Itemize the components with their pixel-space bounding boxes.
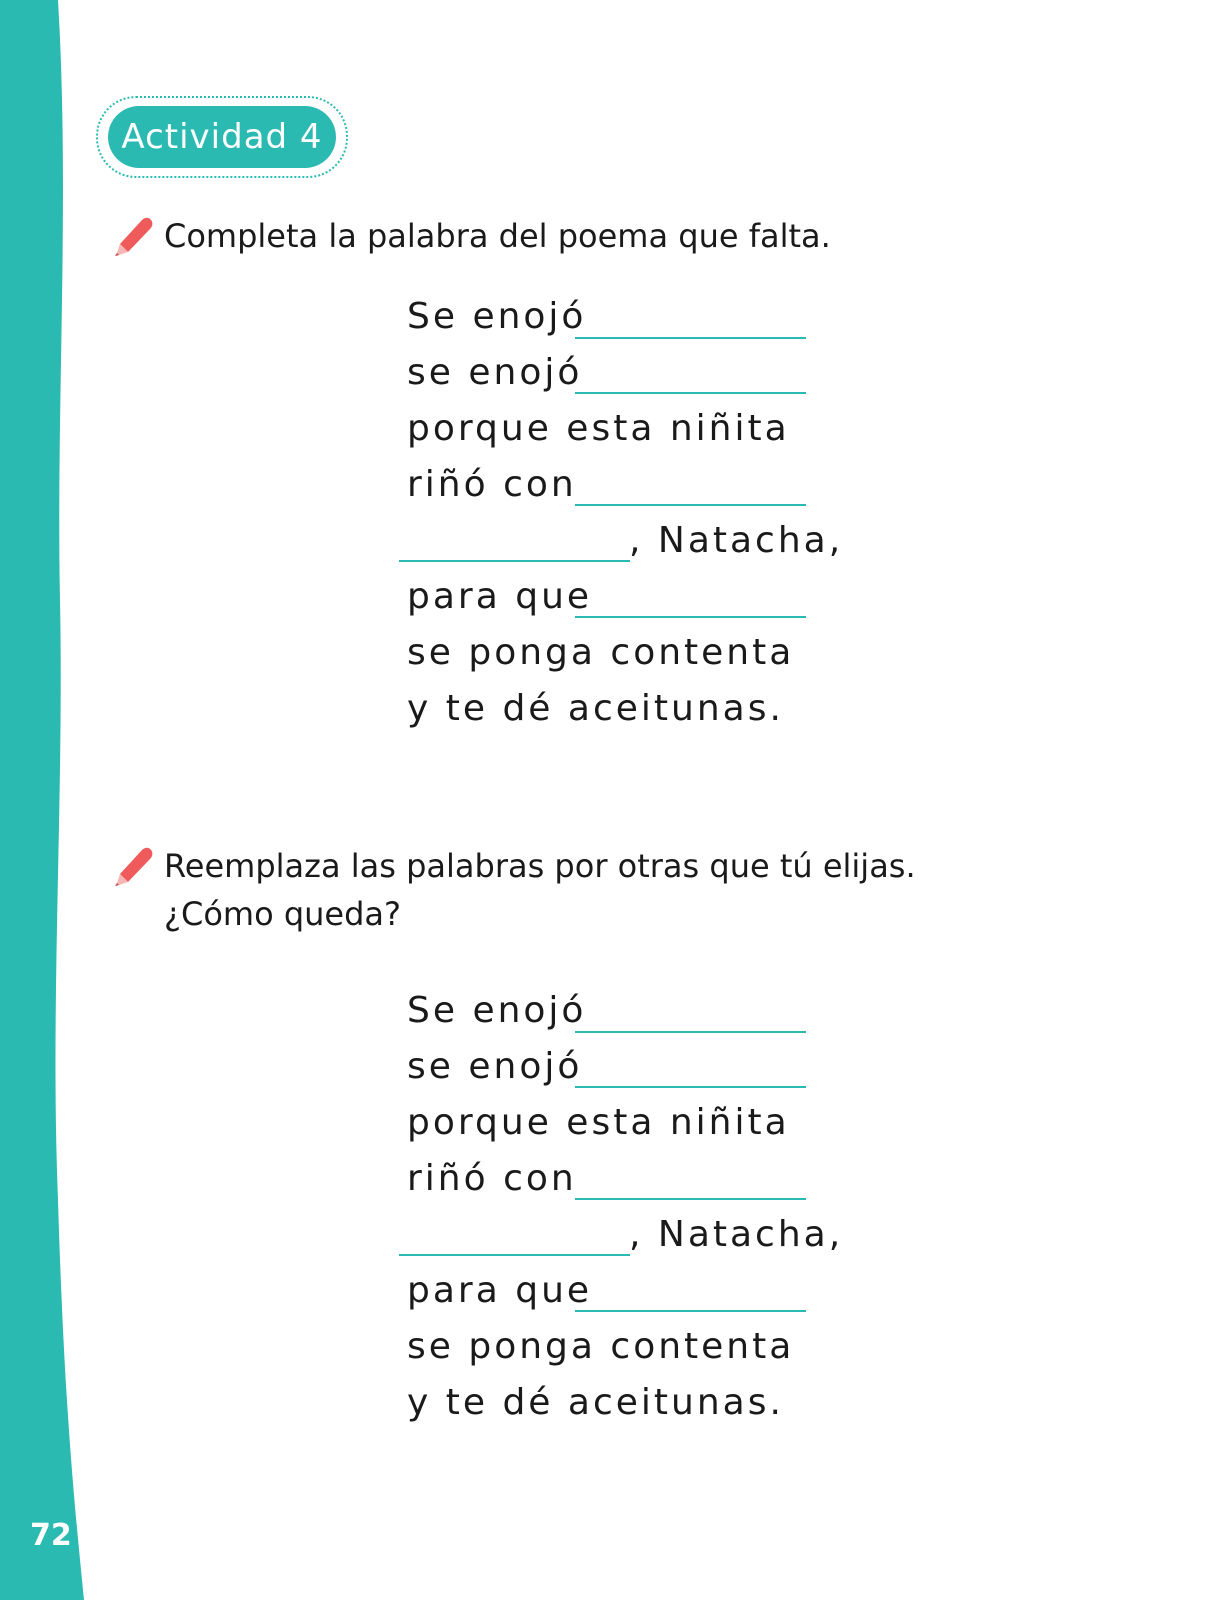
blank-line[interactable] (399, 1254, 630, 1256)
poem-line: porque esta niñita (407, 1102, 790, 1143)
poem-line: para que (407, 576, 593, 617)
blank-line[interactable] (575, 1031, 806, 1033)
blank-line[interactable] (399, 560, 630, 562)
poem-line: riñó con (407, 1158, 577, 1199)
poem-line: para que (407, 1270, 593, 1311)
blank-line[interactable] (575, 1310, 806, 1312)
activity-title: Actividad 4 (108, 106, 336, 168)
side-band (0, 0, 110, 1600)
poem-line: se ponga contenta (407, 632, 795, 673)
blank-line[interactable] (575, 1198, 806, 1200)
instruction-text: Reemplaza las palabras por otras que tú elijas. (164, 847, 916, 885)
instruction-text: ¿Cómo queda? (164, 895, 402, 933)
poem-line: Se enojó (407, 990, 587, 1031)
blank-line[interactable] (575, 337, 806, 339)
poem-line: y te dé aceitunas. (407, 1382, 784, 1423)
page-number: 72 (30, 1518, 72, 1553)
blank-line[interactable] (575, 504, 806, 506)
blank-line[interactable] (575, 392, 806, 394)
poem-line: riñó con (407, 464, 577, 505)
pencil-icon (112, 844, 154, 888)
blank-line[interactable] (575, 1086, 806, 1088)
poem-line: porque esta niñita (407, 408, 790, 449)
poem-line: se enojó (407, 352, 583, 393)
poem-line: Se enojó (407, 296, 587, 337)
activity-badge (96, 96, 348, 178)
poem-line: , Natacha, (629, 1214, 844, 1255)
poem-line: se ponga contenta (407, 1326, 795, 1367)
pencil-icon (112, 214, 154, 258)
poem-line: , Natacha, (629, 520, 844, 561)
blank-line[interactable] (575, 616, 806, 618)
instruction-text: Completa la palabra del poema que falta. (164, 217, 831, 255)
poem-line: se enojó (407, 1046, 583, 1087)
poem-line: y te dé aceitunas. (407, 688, 784, 729)
